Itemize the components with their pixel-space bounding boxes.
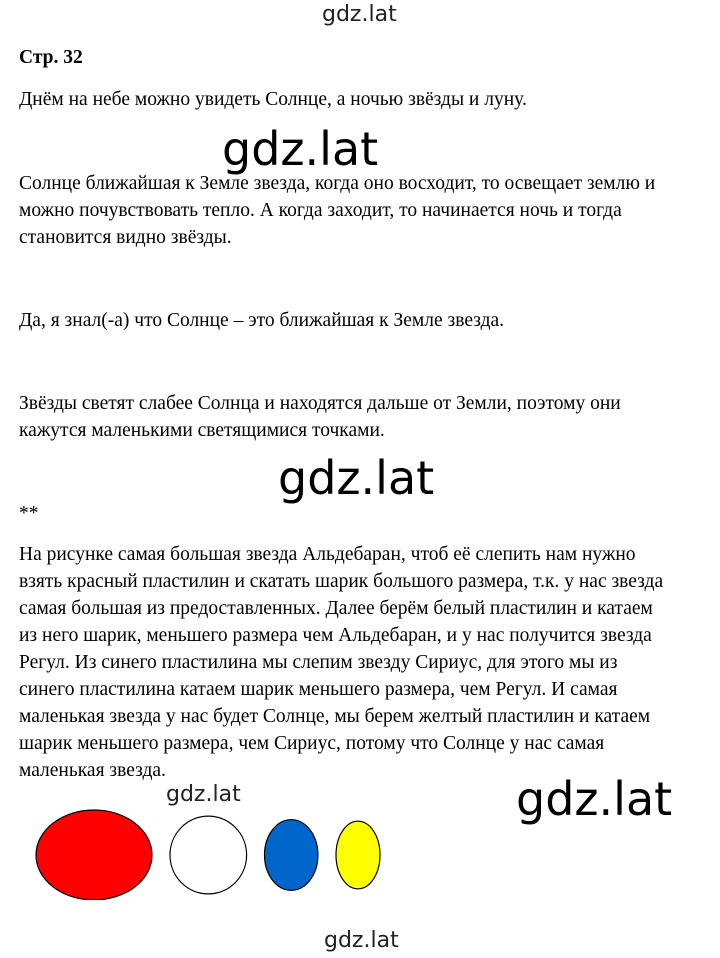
paragraph-line: из него шарик, меньшего размера чем Альдебаран, и у нас получится звезда: [19, 625, 652, 646]
red-ball: [36, 810, 152, 900]
paragraph-line: Звёзды светят слабее Солнца и находятся дальше от Земли, поэтому они: [19, 393, 621, 414]
yellow-ball: [336, 821, 380, 889]
paragraph-line: На рисунке самая большая звезда Альдебаран, чтоб её слепить нам нужно: [19, 544, 636, 565]
plasticine-balls-illustration: [0, 800, 720, 900]
paragraph-line: Солнце ближайшая к Земле звезда, когда оно восходит, то освещает землю и: [19, 173, 656, 194]
separator: **: [19, 503, 39, 524]
blue-ball: [265, 820, 318, 891]
paragraph-2: [19, 170, 655, 251]
paragraph-line: маленькая звезда у нас будет Солнце, мы берем желтый пластилин и катаем: [19, 706, 651, 727]
page-number: Стр. 32: [19, 47, 83, 68]
white-ball: [170, 816, 247, 894]
watermark-top: gdz.lat: [322, 2, 397, 27]
paragraph-line: Днём на небе можно увидеть Солнце, а ночью звёзды и луну.: [19, 89, 527, 110]
paragraph-3: [19, 307, 504, 334]
watermark-big-2: gdz.lat: [278, 451, 435, 505]
paragraph-line: взять красный пластилин и скатать шарик большого размера, т.к. у нас звезда: [19, 571, 664, 592]
paragraph-line: становится видно звёзды.: [19, 227, 232, 248]
paragraph-line: маленькая звезда.: [19, 760, 166, 781]
paragraph-line: синего пластилина катаем шарик меньшего размера, чем Регул. И самая: [19, 679, 618, 700]
paragraph-line: Да, я знал(-а) что Солнце – это ближайшая к Земле звезда.: [19, 310, 505, 331]
paragraph-line: самая большая из предоставленных. Далее берём белый пластилин и катаем: [19, 598, 653, 619]
paragraph-4: [19, 390, 621, 444]
paragraph-line: можно почувствовать тепло. А когда заходит, то начинается ночь и тогда: [19, 200, 622, 221]
watermark-big-3: gdz.lat: [516, 772, 673, 826]
watermark-big-1: gdz.lat: [222, 122, 379, 176]
paragraph-line: кажутся маленькими светящимися точками.: [19, 420, 385, 441]
paragraph-line: Регул. Из синего пластилина мы слепим звезду Сириус, для этого мы из: [19, 652, 618, 673]
paragraph-5: [19, 541, 663, 784]
paragraph-1: [19, 86, 527, 113]
paragraph-line: шарик меньшего размера, чем Сириус, потому что Солнце у нас самая: [19, 733, 605, 754]
watermark-small-mid: gdz.lat: [166, 782, 241, 807]
watermark-bottom: gdz.lat: [324, 928, 399, 953]
